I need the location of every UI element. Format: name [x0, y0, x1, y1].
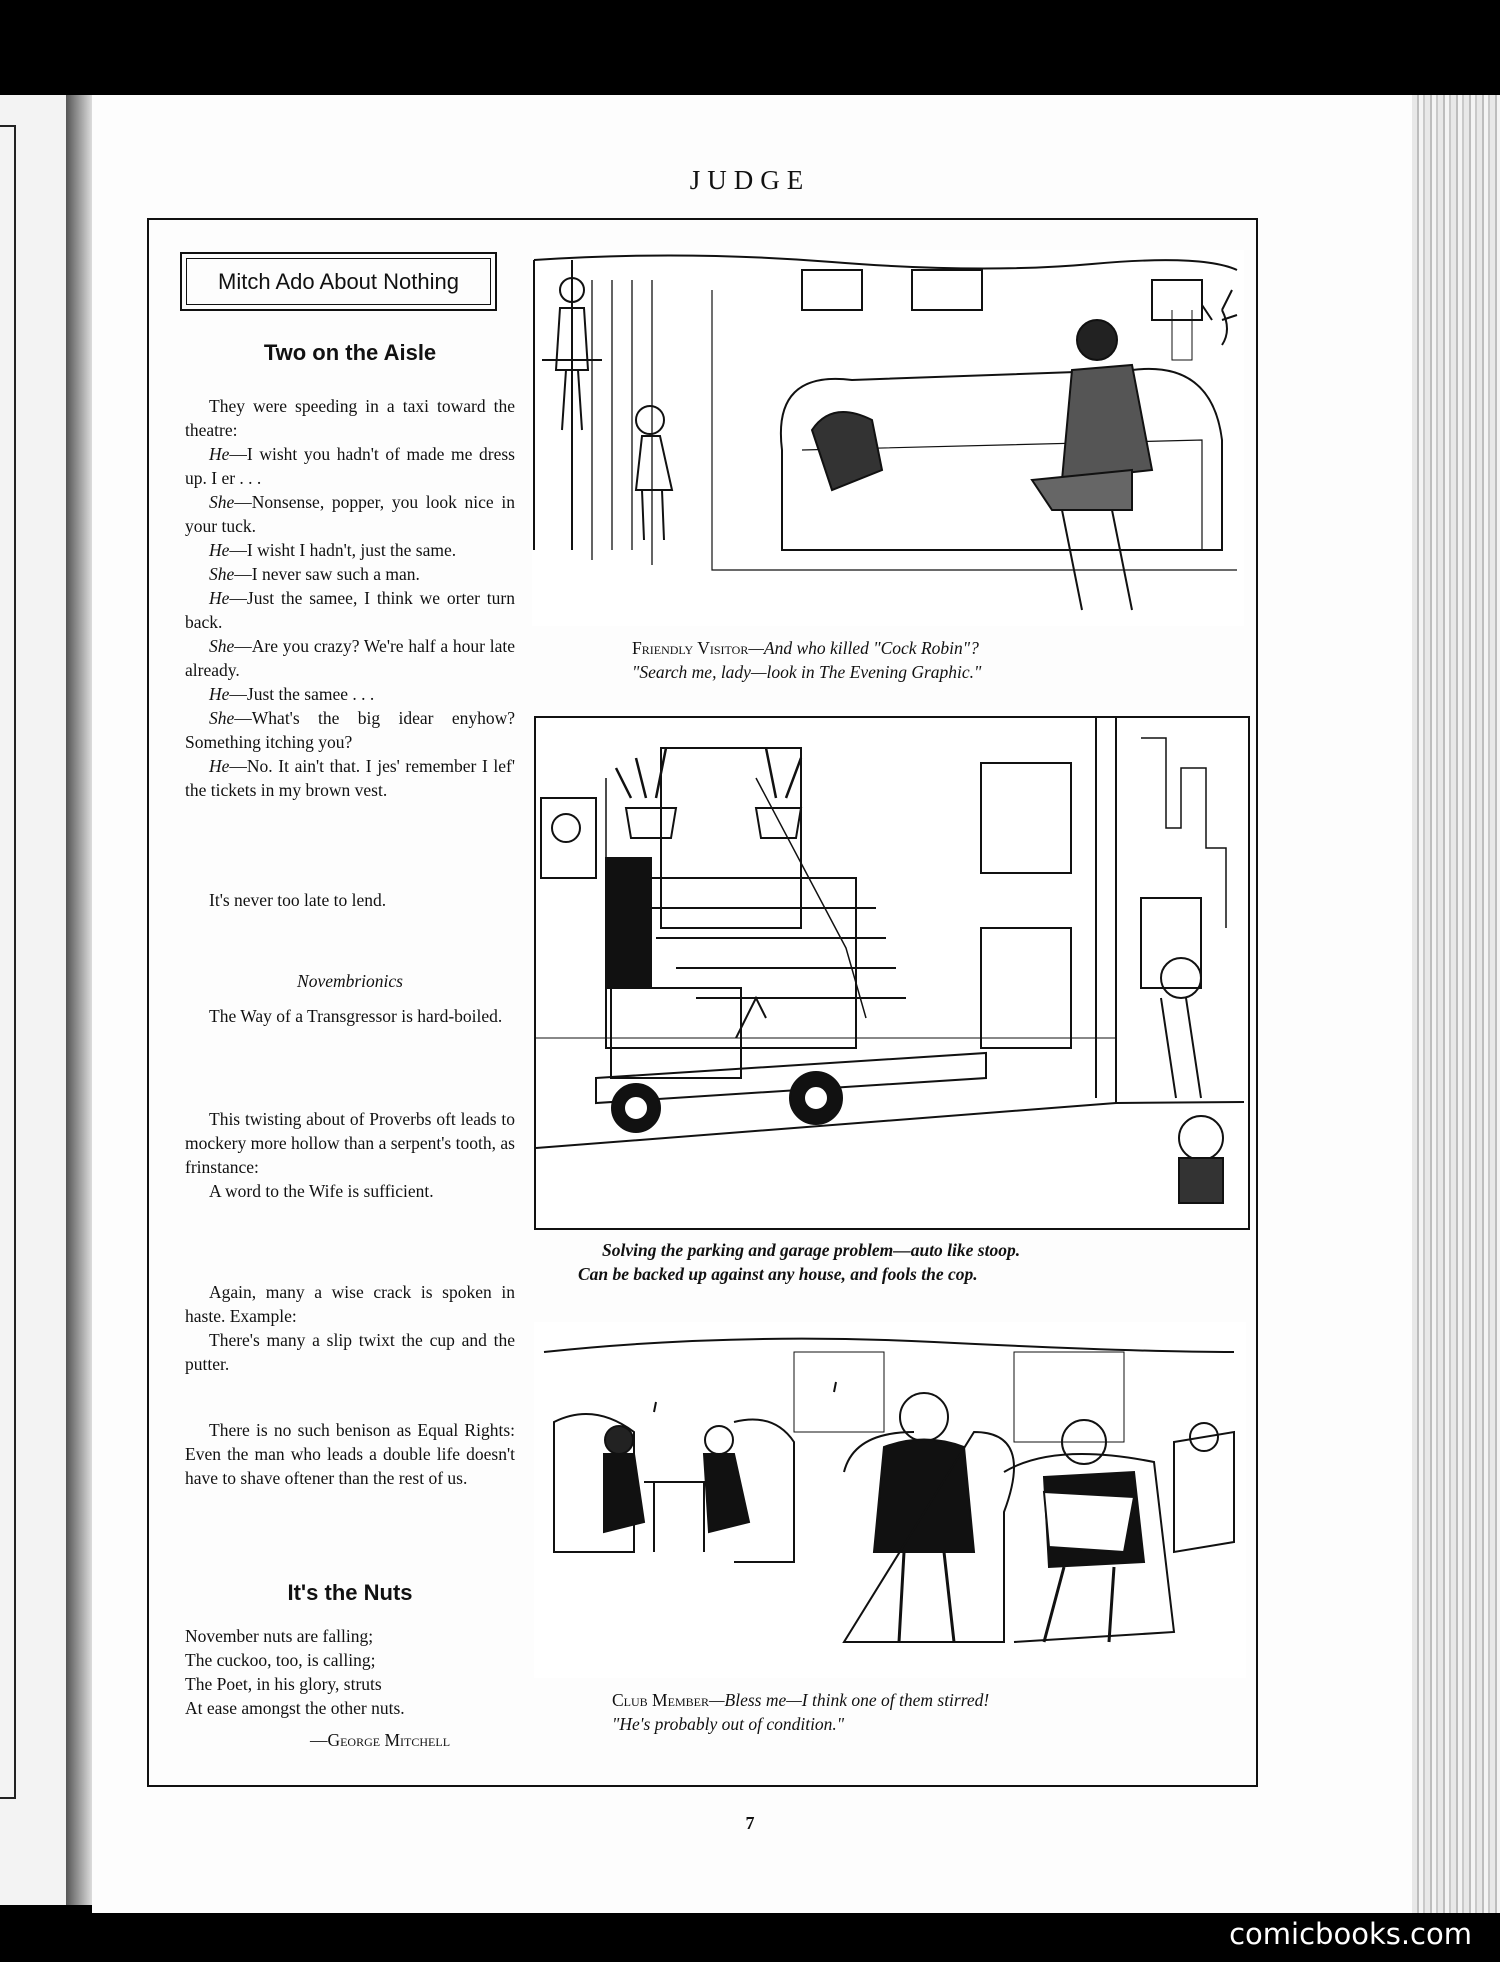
speaker: She	[209, 636, 235, 656]
page-number: 7	[745, 1813, 755, 1833]
quip-transgressor	[185, 1004, 515, 1028]
dialogue-text: —What's the big idear enyhow? Something itching you?	[185, 708, 515, 752]
page-edges	[1412, 95, 1500, 1913]
dialogue-line	[185, 634, 515, 682]
story-intro: They were speeding in a taxi toward the theatre:	[185, 396, 515, 440]
speaker: She	[209, 708, 235, 728]
caption-cartoon-1-line-2: "Search me, lady—look in The Evening Graphic."	[632, 662, 982, 682]
caption-cartoon-3-line-1	[612, 1688, 989, 1712]
quip-text: Again, many a wise crack is spoken in haste. Example:	[185, 1282, 515, 1326]
caption-cartoon-2-line-2: Can be backed up against any house, and fools the cop.	[578, 1264, 978, 1284]
dialogue-text: —No. It ain't that. I jes' remember I lef' the tickets in my brown vest.	[185, 756, 515, 800]
dialogue-line	[185, 682, 515, 706]
poem-line: November nuts are falling;	[185, 1626, 374, 1646]
dialogue-text: —Just the samee, I think we orter turn back.	[185, 588, 515, 632]
speaker: He	[209, 444, 230, 464]
dialogue-line	[185, 490, 515, 538]
quip-example: There's many a slip twixt the cup and the putter.	[185, 1330, 515, 1374]
heading-its-the-nuts: It's the Nuts	[287, 1580, 413, 1605]
speaker: She	[209, 564, 235, 584]
quip-proverbs	[185, 1107, 515, 1203]
poem-line: The cuckoo, too, is calling;	[185, 1650, 376, 1670]
dialogue-text: —I wisht I hadn't, just the same.	[229, 540, 457, 560]
quip-lend	[185, 888, 515, 912]
speaker: He	[209, 756, 230, 776]
section-title-box	[180, 252, 497, 311]
quip-text: It's never too late to lend.	[209, 890, 387, 910]
speaker: He	[209, 540, 230, 560]
dialogue-text: —Just the samee . . .	[229, 684, 375, 704]
poem	[185, 1624, 515, 1752]
dialogue-line	[185, 754, 515, 802]
quip-example: A word to the Wife is sufficient.	[209, 1181, 434, 1201]
quip-text: This twisting about of Proverbs oft leads to mockery more hollow than a serpent's tooth, as frinstance:	[185, 1109, 515, 1177]
caption-text: —Bless me—I think one of them stirred!	[708, 1690, 990, 1710]
speaker: He	[209, 684, 230, 704]
cartoon-living-room	[532, 250, 1244, 626]
site-watermark: comicbooks.com	[1229, 1917, 1472, 1951]
cartoon-club-room	[534, 1322, 1246, 1678]
quip-wise-crack	[185, 1280, 515, 1376]
speaker: He	[209, 588, 230, 608]
dialogue-text: —I wisht you hadn't of made me dress up. I er . . .	[185, 444, 515, 488]
caption-cartoon-1-line-1	[632, 636, 979, 660]
dialogue-line	[185, 586, 515, 634]
dialogue-line	[185, 442, 515, 490]
dialogue-text: —Nonsense, popper, you look nice in your tuck.	[185, 492, 515, 536]
dialogue-line	[185, 562, 515, 586]
quip-text: There is no such benison as Equal Rights: Even the man who leads a double life doesn't have to shave oftener than the rest of us.	[185, 1420, 515, 1488]
poem-line: The Poet, in his glory, struts	[185, 1674, 382, 1694]
caption-speaker: Club Member	[612, 1690, 709, 1710]
book-gutter	[66, 95, 92, 1905]
facing-page-frame	[0, 125, 16, 1799]
caption-cartoon-2-line-1: Solving the parking and garage problem—auto like stoop.	[602, 1240, 1021, 1260]
dialogue-line	[185, 706, 515, 754]
caption-cartoon-3-line-2: "He's probably out of condition."	[612, 1714, 845, 1734]
quip-text: The Way of a Transgressor is hard-boiled.	[209, 1006, 503, 1026]
speaker: She	[209, 492, 235, 512]
story-two-on-the-aisle	[185, 394, 515, 802]
quip-equal-rights	[185, 1418, 515, 1490]
dialogue-line	[185, 538, 515, 562]
cartoon-auto-stoop	[534, 716, 1250, 1230]
caption-text: —And who killed "Cock Robin"?	[748, 638, 979, 658]
dialogue-text: —I never saw such a man.	[234, 564, 420, 584]
dialogue-text: —Are you crazy? We're half a hour late already.	[185, 636, 515, 680]
byline: —George Mitchell	[309, 1730, 451, 1750]
heading-two-on-the-aisle: Two on the Aisle	[263, 340, 437, 365]
poem-line: At ease amongst the other nuts.	[185, 1698, 405, 1718]
section-title: Mitch Ado About Nothing	[218, 268, 459, 294]
caption-speaker: Friendly Visitor	[632, 638, 749, 658]
subheading-novembrionics: Novembrionics	[297, 971, 403, 991]
masthead: JUDGE	[689, 165, 811, 195]
